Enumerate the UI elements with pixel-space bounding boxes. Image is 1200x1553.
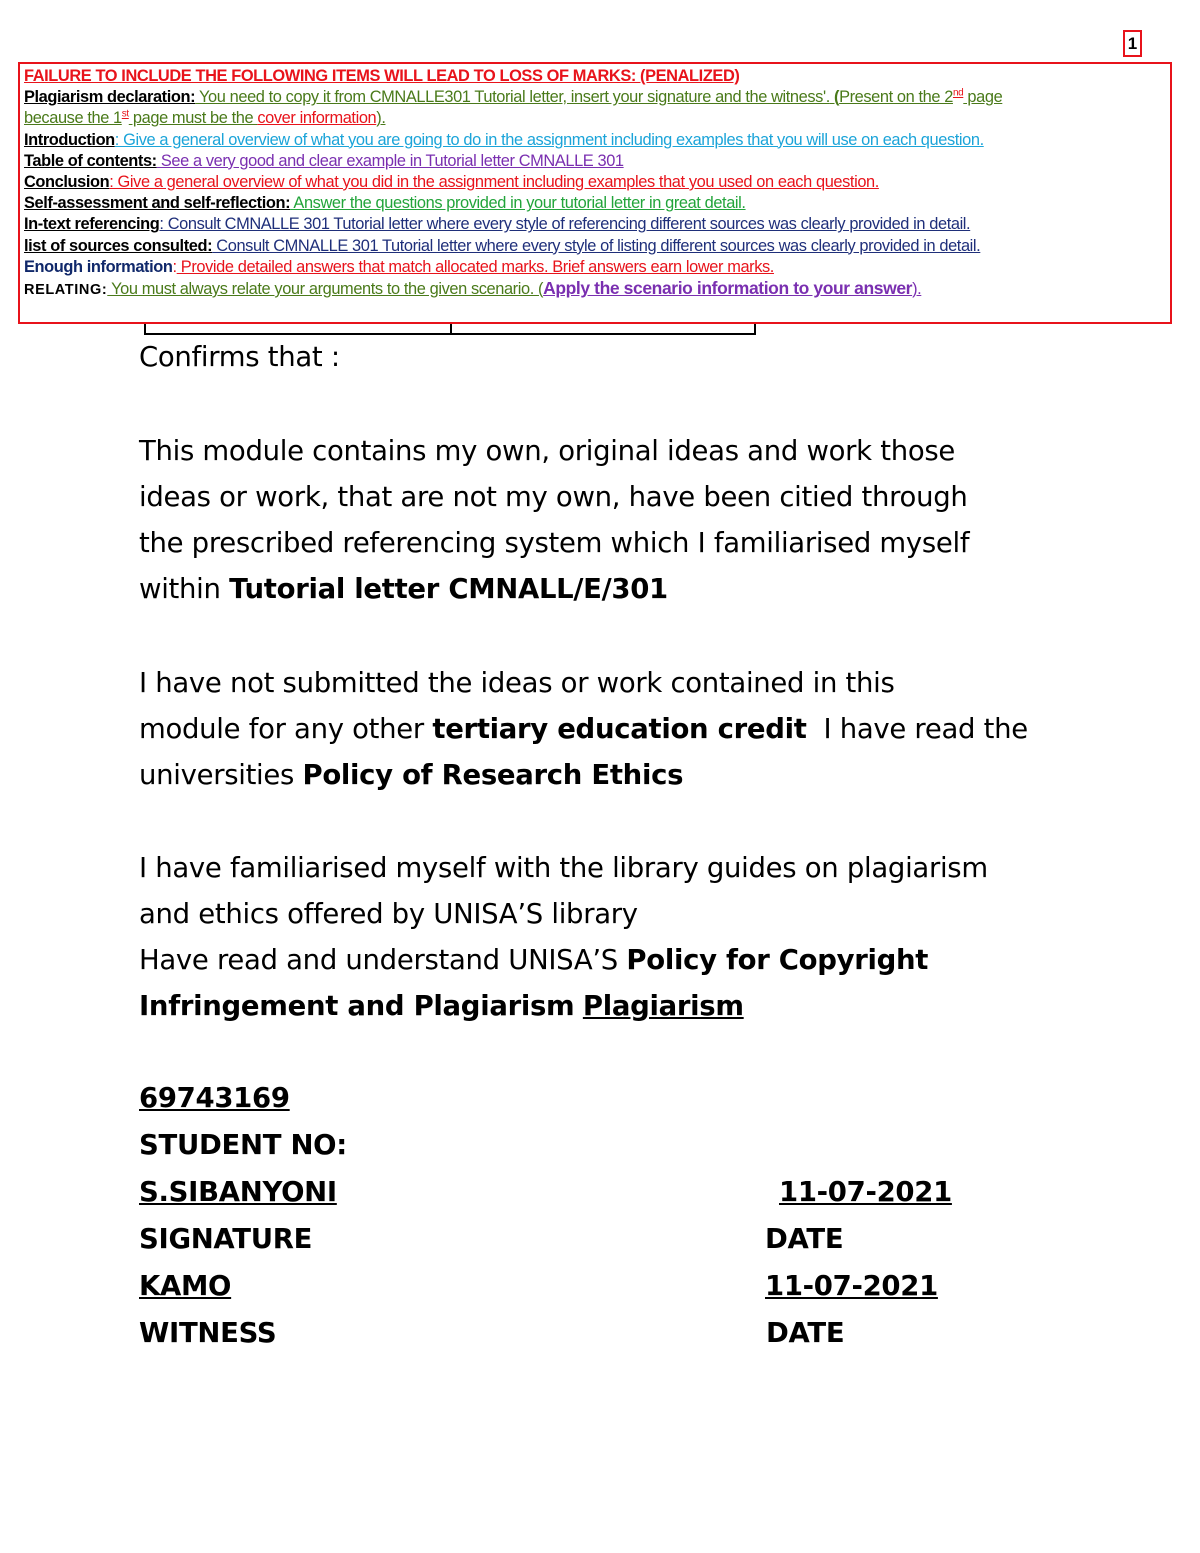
p1-line4-bold: Tutorial letter CMNALL/E/301 bbox=[229, 573, 668, 605]
toc-text: See a very good and clear example in Tutorial letter CMNALLE 301 bbox=[156, 151, 624, 170]
p3-line4-underlined: Plagiarism bbox=[582, 990, 744, 1022]
p1-line1: This module contains my own, original ideas and work those bbox=[139, 435, 956, 467]
p1-line4-pre: within bbox=[139, 573, 230, 605]
p3-line4-bold: Infringement and Plagiarism bbox=[139, 990, 575, 1022]
conclusion-label: Conclusion bbox=[24, 173, 110, 192]
signature-date-value: 11-07-2021 bbox=[779, 1176, 952, 1208]
plagiarism-text: You need to copy it from CMNALLE301 Tutorial letter, insert your signature and the witness'. bbox=[195, 88, 830, 107]
declaration-paragraph-3 bbox=[139, 845, 1139, 1029]
notice-item-self-assessment bbox=[24, 193, 1166, 214]
student-number-label: STUDENT NO: bbox=[139, 1129, 347, 1161]
p2-line1: I have not submitted the ideas or work contained in this bbox=[139, 667, 895, 699]
notice-heading: FAILURE TO INCLUDE THE FOLLOWING ITEMS WILL LEAD TO LOSS OF MARKS: (PENALIZED) bbox=[24, 67, 740, 85]
p3-line3 bbox=[139, 937, 1139, 983]
relating-bold: Apply the scenario information to your answer bbox=[543, 278, 913, 299]
intext-label: In-text referencing bbox=[24, 215, 160, 234]
enough-label: Enough information bbox=[24, 257, 173, 276]
notice-item-plagiarism-cont bbox=[24, 108, 1166, 129]
p1-line3: the prescribed referencing system which I familiarised myself bbox=[139, 527, 970, 559]
p2-line3-pre: universities bbox=[139, 759, 303, 791]
student-number-value: 69743169 bbox=[139, 1082, 290, 1114]
p3-line1: I have familiarised myself with the library guides on plagiarism bbox=[139, 852, 988, 884]
p2-line3 bbox=[139, 752, 1139, 798]
notice-item-plagiarism bbox=[24, 87, 1166, 108]
plagiarism-page-must: page must be the bbox=[128, 109, 258, 128]
plagiarism-because: because the 1 bbox=[24, 109, 122, 128]
plagiarism-present: Present on the 2 bbox=[839, 88, 953, 107]
p3-line4-space bbox=[574, 990, 582, 1022]
selfassess-label: Self-assessment and self-reflection: bbox=[24, 194, 291, 213]
p1-line4 bbox=[139, 566, 1139, 612]
signature-label: SIGNATURE bbox=[139, 1223, 313, 1255]
notice-item-conclusion bbox=[24, 172, 1166, 193]
witness-value: KAMO bbox=[139, 1270, 232, 1302]
plagiarism-sup-nd: nd bbox=[952, 87, 964, 99]
plagiarism-cover: cover information bbox=[257, 109, 377, 128]
notice-item-intext bbox=[24, 214, 1166, 235]
p3-line2: and ethics offered by UNISA’S library bbox=[139, 898, 638, 930]
enough-colon: : bbox=[172, 257, 177, 276]
witness-label: WITNESS bbox=[139, 1317, 277, 1349]
sources-label: list of sources consulted: bbox=[24, 236, 213, 255]
p2-line2-pre: module for any other bbox=[139, 713, 433, 745]
notice-item-toc bbox=[24, 151, 1166, 172]
confirms-heading bbox=[139, 334, 1139, 380]
enough-text: Provide detailed answers that match allocated marks. Brief answers earn lower marks. bbox=[176, 257, 774, 276]
p2-line2-post: I have read the bbox=[806, 713, 1028, 745]
declaration-paragraph-2 bbox=[139, 660, 1139, 798]
notice-item-enough bbox=[24, 257, 1166, 278]
conclusion-text: : Give a general overview of what you did in the assignment including examples that you used on each question. bbox=[109, 173, 879, 192]
relating-text: You must always relate your arguments to the given scenario. ( bbox=[107, 280, 544, 299]
plagiarism-paren: ( bbox=[829, 88, 840, 107]
selfassess-text: Answer the questions provided in your tutorial letter in great detail. bbox=[290, 194, 746, 213]
page-number-badge: 1 bbox=[1123, 30, 1142, 57]
notice-heading-line bbox=[24, 66, 1166, 87]
p2-line3-bold: Policy of Research Ethics bbox=[302, 759, 684, 791]
plagiarism-close: ). bbox=[376, 109, 386, 128]
signature-value: S.SIBANYONI bbox=[139, 1176, 337, 1208]
intext-text: : Consult CMNALLE 301 Tutorial letter where every style of referencing different sources was clearly provided in detail. bbox=[159, 215, 971, 234]
notice-item-introduction bbox=[24, 130, 1166, 151]
intro-text: : Give a general overview of what you are going to do in the assignment including examples that you will use on each question. bbox=[114, 130, 984, 149]
notice-item-sources bbox=[24, 236, 1166, 257]
plagiarism-label: Plagiarism declaration: bbox=[24, 88, 196, 107]
p3-line4 bbox=[139, 983, 1139, 1029]
witness-date-value: 11-07-2021 bbox=[765, 1270, 938, 1302]
p3-line3-pre: Have read and understand UNISA’S bbox=[139, 944, 627, 976]
p1-line2: ideas or work, that are not my own, have been citied through bbox=[139, 481, 968, 513]
p3-line3-bold: Policy for Copyright bbox=[626, 944, 929, 976]
plagiarism-page: page bbox=[963, 88, 1003, 107]
declaration-paragraph-1 bbox=[139, 428, 1139, 612]
sources-text: Consult CMNALLE 301 Tutorial letter where every style of listing different sources was clearly provided in detail. bbox=[212, 236, 981, 255]
penalty-notice-box bbox=[18, 62, 1172, 324]
plagiarism-sup-st: st bbox=[121, 108, 129, 120]
p2-line2 bbox=[139, 706, 1139, 752]
notice-item-relating bbox=[24, 278, 1166, 301]
witness-date-label: DATE bbox=[766, 1317, 845, 1349]
p2-line2-bold: tertiary education credit bbox=[432, 713, 807, 745]
toc-label: Table of contents: bbox=[24, 151, 157, 170]
relating-label: RELATING: bbox=[24, 282, 108, 299]
relating-close: ). bbox=[912, 280, 922, 299]
intro-label: Introduction bbox=[24, 130, 115, 149]
confirms-text: Confirms that : bbox=[139, 341, 340, 373]
signature-date-label: DATE bbox=[765, 1223, 844, 1255]
